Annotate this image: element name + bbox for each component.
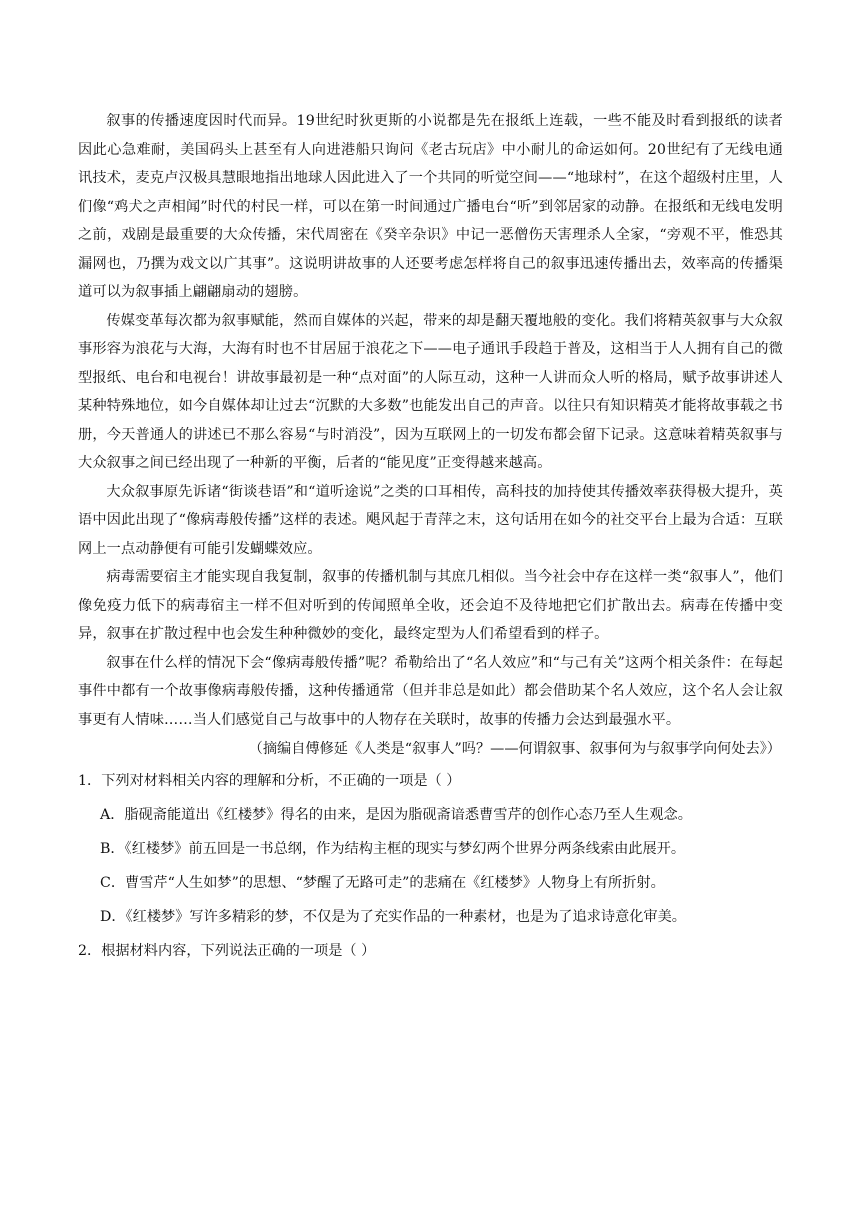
question-1-option-d: D．《红楼梦》写许多精彩的梦，不仅是为了充实作品的一种素材，也是为了追求诗意化审美。 <box>100 909 686 925</box>
article-paragraph-4: 病毒需要宿主才能实现自我复制，叙事的传播机制与其庶几相似。当今社会中存在这样一类“叙事人”，他们像免疫力低下的病毒宿主一样不但对听到的传闻照单全收，还会迫不及待地把它们扩散出去。病毒在传播中变异，叙事在扩散过程中也会发生种种微妙的变化，最终定型为人们希望看到的样子。 <box>78 569 783 642</box>
article-paragraph-2: 传媒变革每次都为叙事赋能，然而自媒体的兴起，带来的却是翻天覆地般的变化。我们将精英叙事与大众叙事形容为浪花与大海，大海有时也不甘居屈于浪花之下——电子通讯手段趋于普及，这相当于人人拥有自己的微型报纸、电台和电视台！讲故事最初是一种“点对面”的人际互动，这种一人讲而众人听的格局，赋予故事讲述人某种特殊地位，如今自媒体却让过去“沉默的大多数”也能发出自己的声音。以往只有知识精英才能将故事载之书册，今天普通人的讲述已不那么容易“与时消没”，因为互联网上的一切发布都会留下记录。这意味着精英叙事与大众叙事之间已经出现了一种新的平衡，后者的“能见度”正变得越来越高。 <box>78 312 783 471</box>
question-1-option-b: B．《红楼梦》前五回是一书总纲，作为结构主框的现实与梦幻两个世界分两条线索由此展开。 <box>100 841 686 857</box>
article-paragraph-3: 大众叙事原先诉诸“街谈巷语”和“道听途说”之类的口耳相传，高科技的加持使其传播效率获得极大提升，英语中因此出现了“像病毒般传播”这样的表述。飓风起于青萍之末，这句话用在如今的社交平台上最为合适：互联网上一点动静便有可能引发蝴蝶效应。 <box>78 483 783 557</box>
document-page <box>78 107 783 968</box>
article-paragraph-1: 叙事的传播速度因时代而异。19世纪时狄更斯的小说都是先在报纸上连载，一些不能及时看到报纸的读者因此心急难耐，美国码头上甚至有人向进港船只询问《老古玩店》中小耐儿的命运如何。20世纪有了无线电通讯技术，麦克卢汉极具慧眼地指出地球人因此进入了一个共同的听觉空间——“地球村”，在这个超级村庄里，人们像“鸡犬之声相闻”时代的村民一样，可以在第一时间通过广播电台“听”到邻居家的动静。在报纸和无线电发明之前，戏剧是最重要的大众传播，宋代周密在《癸辛杂识》中记一恶僧伤天害理杀人全家，“旁观不平，惟恐其漏网也，乃撰为戏文以广其事”。这说明讲故事的人还要考虑怎样将自己的叙事迅速传播出去，效率高的传播渠道可以为叙事插上翩翩扇动的翅膀。 <box>78 113 783 300</box>
question-1-option-c: C．曹雪芹“人生如梦”的思想、“梦醒了无路可走”的悲痛在《红楼梦》人物身上有所折射。 <box>100 875 665 891</box>
question-1-option-a: A．脂砚斋能道出《红楼梦》得名的由来，是因为脂砚斋谙悉曹雪芹的创作心态乃至人生观念。 <box>100 807 692 823</box>
article-paragraph-5: 叙事在什么样的情况下会“像病毒般传播”呢？希勒给出了“名人效应”和“与己有关”这两个相关条件：在每起事件中都有一个故事像病毒般传播，这种传播通常（但并非总是如此）都会借助某个名人效应，这个名人会让叙事更有人情味……当人们感觉自己与故事中的人物存在关联时，故事的传播力会达到最强水平。 <box>78 654 783 728</box>
question-1-stem: 1．下列对材料相关内容的理解和分析，不正确的一项是（ ） <box>78 773 461 789</box>
article-source: （摘编自傅修延《人类是“叙事人”吗？——何谓叙事、叙事何为与叙事学向何处去》） <box>248 741 781 757</box>
question-2-stem: 2．根据材料内容，下列说法正确的一项是（ ） <box>78 943 376 959</box>
